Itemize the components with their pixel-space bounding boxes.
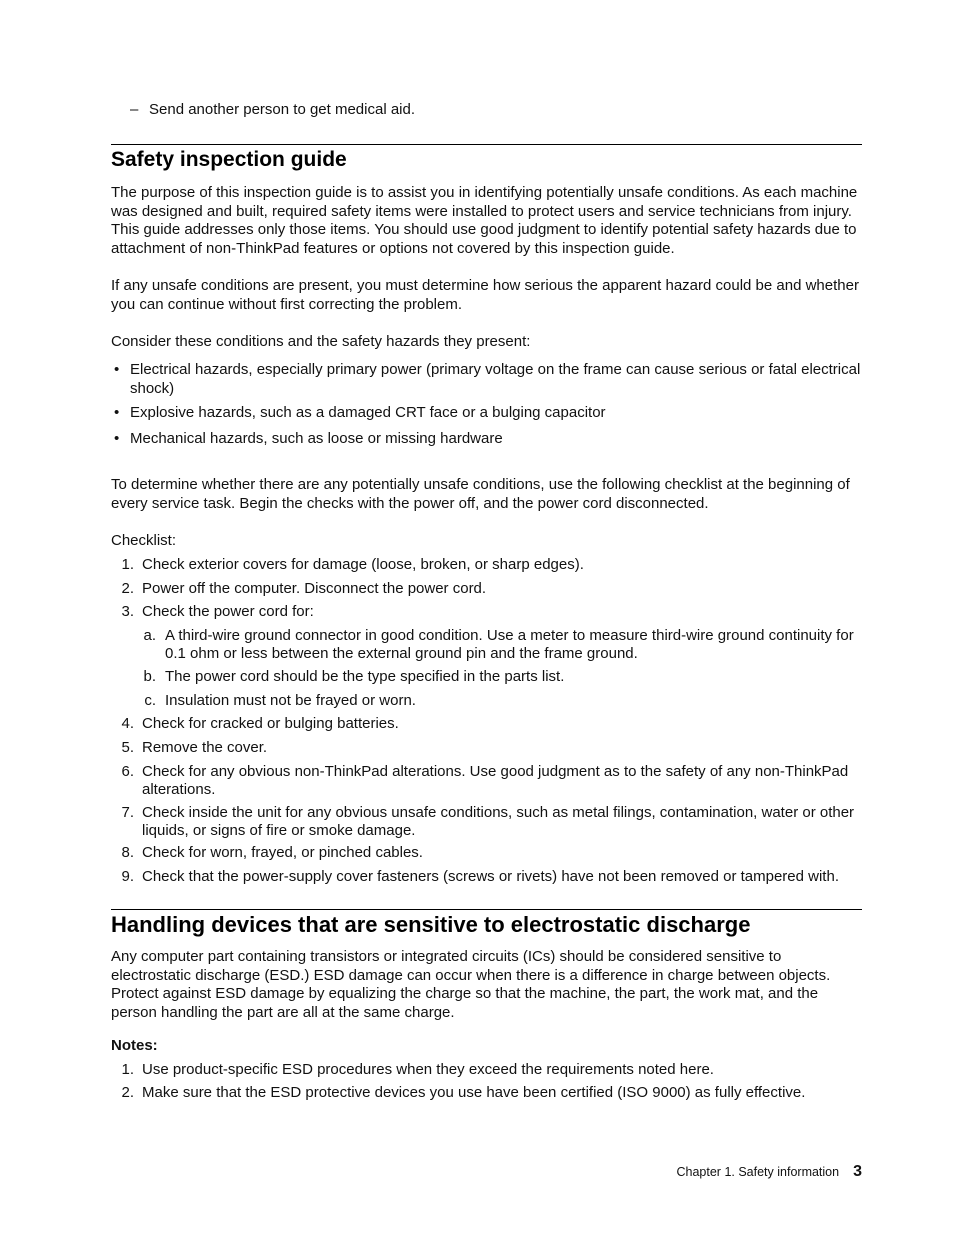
checklist-item: 5. Remove the cover. [121, 739, 268, 756]
section-divider [111, 909, 862, 910]
checklist-item: 1. Check exterior covers for damage (loose, broken, or sharp edges). [121, 556, 584, 573]
checklist-label: Checklist: [111, 532, 177, 549]
dash-list-item [130, 101, 415, 120]
section-heading-esd: Handling devices that are sensitive to electrostatic discharge [111, 912, 751, 937]
paragraph-determine: To determine whether there are any potentially unsafe conditions, use the following checklist at the beginning of every service task. Begin the checks with the power off, and the power cord disconnected. [111, 476, 850, 512]
paragraph-consider: Consider these conditions and the safety hazards they present: [111, 333, 531, 350]
checklist-item: 8. Check for worn, frayed, or pinched cables. [121, 844, 423, 861]
checklist-item: 2. Power off the computer. Disconnect the power cord. [121, 580, 487, 597]
paragraph-purpose: The purpose of this inspection guide is to assist you in identifying potentially unsafe conditions. As each machine was designed and built, required safety items were installed to protect users and service technicians from injury. This guide addresses only those items. You should use good judgment to identify potential safety hazards due to attachment of non-ThinkPad features or options not covered by this inspection guide. [111, 184, 858, 257]
page-number: 3 [853, 1163, 862, 1180]
paragraph-esd: Any computer part containing transistors or integrated circuits (ICs) should be considered sensitive to electrostatic discharge (ESD.) ESD damage can occur when there is a difference in charge between objects. Protect against ESD damage by equalizing the charge so that the machine, the part, the work mat, and the person handling the part are all at the same charge. [111, 948, 831, 1021]
checklist-subitem: b. The power cord should be the type specified in the parts list. [143, 668, 565, 685]
section-heading-safety-inspection: Safety inspection guide [111, 148, 347, 171]
checklist-item: 4. Check for cracked or bulging batteries. [121, 715, 399, 732]
checklist-item: 3. Check the power cord for: [121, 603, 314, 620]
bullet-item: • Explosive hazards, such as a damaged CRT face or a bulging capacitor [114, 404, 606, 421]
note-item: 2. Make sure that the ESD protective devices you use have been certified (ISO 9000) as fully effective. [121, 1084, 806, 1101]
dash-marker: – [130, 101, 139, 118]
paragraph-unsafe-conditions: If any unsafe conditions are present, you must determine how serious the apparent hazard could be and whether you can continue without first correcting the problem. [111, 277, 859, 313]
section-divider [111, 144, 862, 145]
dash-item-text: Send another person to get medical aid. [149, 101, 416, 118]
notes-label: Notes: [111, 1037, 158, 1054]
checklist-item: 7. Check inside the unit for any obvious unsafe conditions, such as metal filings, contamination, water or other liquids, or signs of fire or smoke damage. [121, 804, 855, 839]
checklist-item: 6. Check for any obvious non-ThinkPad alterations. Use good judgment as to the safety of any non-ThinkPad alterations. [121, 763, 849, 798]
checklist-item: 9. Check that the power-supply cover fasteners (screws or rivets) have not been removed or tampered with. [121, 868, 839, 885]
bullet-item: • Mechanical hazards, such as loose or missing hardware [114, 430, 503, 447]
checklist-subitem: c. Insulation must not be frayed or worn. [144, 692, 416, 709]
bullet-item: • Electrical hazards, especially primary power (primary voltage on the frame can cause serious or fatal electrical shock) [114, 361, 861, 397]
note-item: 1. Use product-specific ESD procedures when they exceed the requirements noted here. [121, 1061, 714, 1078]
checklist-subitem: a. A third-wire ground connector in good condition. Use a meter to measure third-wire ground continuity for 0.1 ohm or less between the external ground pin and the frame ground. [143, 627, 854, 662]
page-footer [111, 1163, 862, 1181]
footer-chapter: Chapter 1. Safety information [676, 1165, 840, 1179]
